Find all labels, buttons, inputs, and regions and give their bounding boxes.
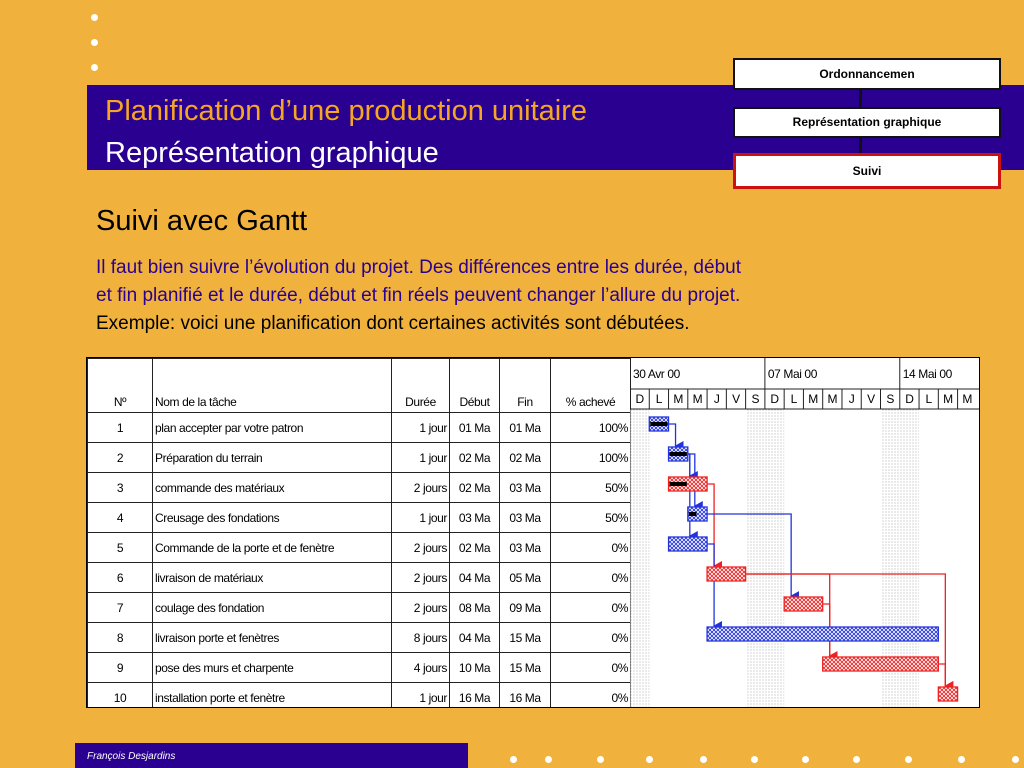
page-subtitle: Représentation graphique xyxy=(105,137,439,169)
decorative-dot xyxy=(905,756,912,763)
decorative-dot xyxy=(802,756,809,763)
task-progress: 0% xyxy=(551,653,631,683)
table-row[interactable] xyxy=(88,443,631,473)
table-row[interactable] xyxy=(88,533,631,563)
week-label: 14 Mai 00 xyxy=(902,367,952,381)
table-header-row xyxy=(88,359,631,413)
task-num: 10 xyxy=(88,683,153,709)
day-label: V xyxy=(867,392,875,406)
task-name: Creusage des fondations xyxy=(153,503,392,533)
paragraph-line: Exemple: voici une planification dont certaines activités sont débutées. xyxy=(96,313,690,334)
weekend-column xyxy=(746,409,765,708)
task-progress: 0% xyxy=(551,683,631,709)
task-duration: 2 jours xyxy=(392,593,450,623)
progress-bar xyxy=(670,452,687,456)
task-start: 10 Ma xyxy=(450,653,500,683)
day-label: M xyxy=(827,392,838,406)
task-progress: 50% xyxy=(551,473,631,503)
week-label: 07 Mai 00 xyxy=(767,367,817,381)
col-header-progress: % achevé xyxy=(551,359,631,413)
day-label: D xyxy=(770,392,779,406)
dependency-link xyxy=(686,454,690,536)
nav-step-suivi[interactable]: Suivi xyxy=(733,153,1001,189)
task-end: 03 Ma xyxy=(500,503,551,533)
task-progress: 0% xyxy=(551,563,631,593)
task-name: Préparation du terrain xyxy=(153,443,392,473)
task-bar xyxy=(707,567,746,581)
task-num: 1 xyxy=(88,413,153,443)
day-label: L xyxy=(925,392,932,406)
day-label: M xyxy=(673,392,683,406)
gantt-task-table xyxy=(87,358,631,708)
task-duration: 2 jours xyxy=(392,473,450,503)
task-end: 03 Ma xyxy=(500,473,551,503)
table-row[interactable] xyxy=(88,623,631,653)
task-duration: 1 jour xyxy=(392,683,450,709)
nav-step-representation[interactable]: Représentation graphique xyxy=(733,107,1001,138)
week-label: 30 Avr 00 xyxy=(633,367,680,381)
day-label: M xyxy=(962,392,973,406)
footer-author: François Desjardins xyxy=(87,751,176,762)
task-end: 15 Ma xyxy=(500,623,551,653)
task-name: coulage des fondation xyxy=(153,593,392,623)
task-num: 6 xyxy=(88,563,153,593)
task-end: 15 Ma xyxy=(500,653,551,683)
task-name: livraison de matériaux xyxy=(153,563,392,593)
table-row[interactable] xyxy=(88,653,631,683)
task-start: 01 Ma xyxy=(450,413,500,443)
task-bar xyxy=(669,537,708,551)
nav-step-ordonnancement[interactable]: Ordonnancemen xyxy=(733,58,1001,90)
decorative-dot xyxy=(751,756,758,763)
task-name: installation porte et fenètre xyxy=(153,683,392,709)
day-label: J xyxy=(848,392,855,406)
task-progress: 0% xyxy=(551,533,631,563)
col-header-num: Nº xyxy=(88,359,153,413)
task-name: commande des matériaux xyxy=(153,473,392,503)
paragraph-line: et fin planifié et le durée, début et fin réels peuvent changer l’allure du projet. xyxy=(96,285,741,306)
table-row[interactable] xyxy=(88,473,631,503)
task-duration: 1 jour xyxy=(392,413,450,443)
progress-bar xyxy=(689,512,697,516)
task-bar xyxy=(823,657,939,671)
day-label: L xyxy=(655,392,663,406)
task-name: plan accepter par votre patron xyxy=(153,413,392,443)
decorative-dot xyxy=(958,756,965,763)
task-name: livraison porte et fenètres xyxy=(153,623,392,653)
decorative-dot xyxy=(597,756,604,763)
task-start: 16 Ma xyxy=(450,683,500,709)
task-progress: 0% xyxy=(551,593,631,623)
task-num: 3 xyxy=(88,473,153,503)
task-duration: 4 jours xyxy=(392,653,450,683)
task-num: 7 xyxy=(88,593,153,623)
day-label: D xyxy=(905,392,914,406)
decorative-dot xyxy=(853,756,860,763)
day-label: S xyxy=(886,392,894,406)
day-label: M xyxy=(692,392,703,406)
decorative-dot xyxy=(646,756,653,763)
decorative-dot xyxy=(91,64,98,71)
task-num: 8 xyxy=(88,623,153,653)
task-num: 5 xyxy=(88,533,153,563)
task-start: 04 Ma xyxy=(450,623,500,653)
day-label: D xyxy=(635,392,644,406)
task-name: pose des murs et charpente xyxy=(153,653,392,683)
task-end: 05 Ma xyxy=(500,563,551,593)
col-header-duration: Durée xyxy=(392,359,450,413)
table-row[interactable] xyxy=(88,683,631,709)
decorative-dot xyxy=(545,756,552,763)
task-num: 4 xyxy=(88,503,153,533)
col-header-start: Début xyxy=(450,359,500,413)
decorative-dot xyxy=(91,14,98,21)
decorative-dot xyxy=(91,39,98,46)
task-end: 09 Ma xyxy=(500,593,551,623)
task-end: 01 Ma xyxy=(500,413,551,443)
weekend-column xyxy=(630,409,649,708)
task-start: 03 Ma xyxy=(450,503,500,533)
progress-bar xyxy=(650,422,667,426)
page-title: Planification d’une production unitaire xyxy=(105,95,588,127)
task-progress: 100% xyxy=(551,443,631,473)
task-duration: 1 jour xyxy=(392,503,450,533)
day-label: M xyxy=(943,392,953,406)
task-start: 02 Ma xyxy=(450,533,500,563)
task-start: 02 Ma xyxy=(450,443,500,473)
dependency-link xyxy=(705,484,714,566)
task-num: 2 xyxy=(88,443,153,473)
day-label: S xyxy=(751,392,760,406)
task-progress: 100% xyxy=(551,413,631,443)
task-duration: 1 jour xyxy=(392,443,450,473)
task-bar xyxy=(938,687,957,701)
task-start: 02 Ma xyxy=(450,473,500,503)
day-label: V xyxy=(732,392,740,406)
table-row[interactable] xyxy=(88,503,631,533)
task-duration: 8 jours xyxy=(392,623,450,653)
task-start: 08 Ma xyxy=(450,593,500,623)
decorative-dot xyxy=(510,756,517,763)
task-start: 04 Ma xyxy=(450,563,500,593)
gantt-timeline xyxy=(630,358,979,708)
day-label: J xyxy=(713,392,720,406)
task-duration: 2 jours xyxy=(392,563,450,593)
task-end: 03 Ma xyxy=(500,533,551,563)
task-progress: 0% xyxy=(551,623,631,653)
task-duration: 2 jours xyxy=(392,533,450,563)
dependency-link xyxy=(705,544,714,626)
paragraph-line: Il faut bien suivre l’évolution du projet. Des différences entre les durée, début xyxy=(96,257,741,278)
col-header-end: Fin xyxy=(500,359,551,413)
day-label: M xyxy=(808,392,818,406)
progress-bar xyxy=(670,482,687,486)
task-num: 9 xyxy=(88,653,153,683)
day-label: L xyxy=(790,392,797,406)
task-progress: 50% xyxy=(551,503,631,533)
table-row[interactable] xyxy=(88,413,631,443)
task-name: Commande de la porte et de fenètre xyxy=(153,533,392,563)
weekend-column xyxy=(765,409,784,708)
decorative-dot xyxy=(700,756,707,763)
decorative-dot xyxy=(1012,756,1019,763)
task-bar xyxy=(784,597,823,611)
gantt-chart xyxy=(86,357,980,708)
task-end: 02 Ma xyxy=(500,443,551,473)
task-bar xyxy=(707,627,938,641)
section-title: Suivi avec Gantt xyxy=(96,205,308,237)
table-row[interactable] xyxy=(88,593,631,623)
task-end: 16 Ma xyxy=(500,683,551,709)
table-row[interactable] xyxy=(88,563,631,593)
col-header-name: Nom de la tâche xyxy=(153,359,392,413)
